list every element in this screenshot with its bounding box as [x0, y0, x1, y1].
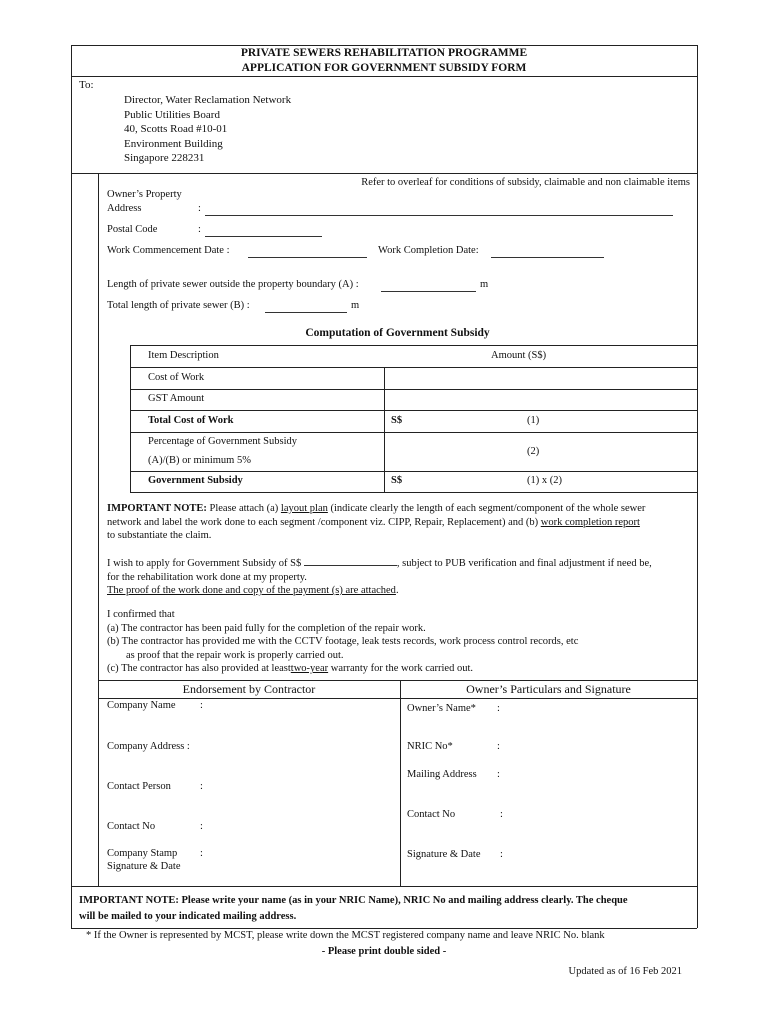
owner-contact-label: Contact No [407, 809, 456, 820]
company-name-colon: : [200, 700, 203, 711]
row-percentage-sub: (A)/(B) or minimum 5% [148, 455, 251, 466]
contractor-signature-label: Signature & Date [107, 861, 181, 872]
ref-1: (1) [527, 415, 540, 426]
owner-signature-colon: : [500, 849, 503, 860]
row-cost-of-work: Cost of Work [148, 372, 205, 383]
computation-title: Computation of Government Subsidy [305, 327, 490, 339]
property-address-field[interactable] [205, 203, 673, 216]
mailing-address-colon: : [497, 769, 500, 780]
total-length-field[interactable] [265, 300, 347, 313]
ref-2: (2) [527, 446, 540, 457]
address-line: 40, Scotts Road #10-01 [124, 123, 228, 136]
address-line: Director, Water Reclamation Network [124, 94, 292, 106]
ref-3: (1) x (2) [527, 475, 562, 486]
important-note-attach: IMPORTANT NOTE: Please attach (a) layout plan (indicate clearly the length of each segment/component of the whole sewer network and label the work done to each segment /component viz. CIPP, Repair, Replacement) and (b) work completion report to substantiate the claim. [107, 503, 646, 541]
address-line: Public Utilities Board [124, 108, 220, 121]
to-label: To: [79, 79, 94, 91]
row-gst-amount: GST Amount [148, 393, 205, 404]
address-divider [71, 173, 697, 174]
address-label: Address [107, 203, 142, 214]
owner-name-colon: : [497, 703, 500, 714]
owner-signature-label: Signature & Date [407, 849, 481, 860]
updated-date: Updated as of 16 Feb 2021 [568, 966, 682, 977]
commencement-date-label: Work Commencement Date : [107, 245, 230, 256]
company-address-label: Company Address : [107, 741, 190, 752]
col-amount-header: Amount (S$) [491, 350, 547, 361]
length-outside-field[interactable] [381, 279, 476, 292]
endorse-column-divider [400, 680, 401, 886]
confirmation-list: I confirmed that (a) The contractor has been paid fully for the completion of the repair work. (b) The contractor has provided me with the CCTV footage, leak tests records, work process control records, etc as proof that the repair work is properly carried out. (c) The contractor has also provided at leasttwo-year warranty for the work carried out. [107, 609, 579, 675]
endorsement-title: Endorsement by Contractor [182, 682, 316, 696]
contact-person-colon: : [200, 781, 203, 792]
contractor-contact-colon: : [200, 821, 203, 832]
owner-contact-colon: : [500, 809, 503, 820]
completion-date-label: Work Completion Date: [378, 245, 479, 256]
subsidy-amount-field[interactable] [304, 555, 397, 566]
address-line: Singapore 228231 [124, 152, 205, 165]
left-border [71, 45, 72, 928]
bottom-border [71, 928, 697, 929]
nric-label: NRIC No* [407, 741, 453, 752]
postal-code-field[interactable] [205, 224, 322, 237]
form-title-line1: PRIVATE SEWERS REHABILITATION PROGRAMME [240, 47, 528, 59]
note-top-divider [71, 886, 697, 887]
total-currency: S$ [391, 415, 403, 426]
address-colon: : [198, 203, 201, 214]
form-title-line2: APPLICATION FOR GOVERNMENT SUBSIDY FORM [241, 62, 527, 74]
contact-person-label: Contact Person [107, 781, 171, 792]
postal-code-label: Postal Code [107, 224, 158, 235]
right-border [697, 45, 698, 928]
company-stamp-colon: : [200, 848, 203, 859]
row-percentage-label: Percentage of Government Subsidy [148, 436, 298, 447]
recipient-address [124, 93, 291, 166]
company-stamp-label: Company Stamp [107, 848, 178, 859]
owner-particulars-title: Owner’s Particulars and Signature [466, 682, 631, 696]
address-line: Environment Building [124, 137, 223, 150]
owner-name-label: Owner’s Name* [407, 703, 476, 714]
row-total-cost: Total Cost of Work [148, 415, 234, 426]
title-divider [71, 76, 697, 77]
endorse-header-divider [98, 698, 697, 699]
nric-colon: : [497, 741, 500, 752]
total-length-unit: m [351, 300, 360, 311]
inner-left-border [98, 173, 99, 886]
top-border [71, 45, 697, 46]
mailing-address-label: Mailing Address [407, 769, 477, 780]
important-note-cheque: IMPORTANT NOTE: Please write your name (as in your NRIC Name), NRIC No and mailing address clearly. The cheque will be mailed to your indicated mailing address. [79, 895, 628, 922]
endorse-top-divider [98, 680, 697, 681]
subsidy-currency: S$ [391, 475, 403, 486]
contractor-contact-label: Contact No [107, 821, 156, 832]
completion-date-field[interactable] [491, 245, 604, 258]
apply-statement: I wish to apply for Government Subsidy of S$ , subject to PUB verification and final adjustment if need be, for the rehabilitation work done at my property. The proof of the work done and copy of the payment (s) are attached. [107, 555, 697, 598]
col-item-header: Item Description [148, 350, 219, 361]
length-outside-unit: m [480, 279, 489, 290]
mcst-footnote: * If the Owner is represented by MCST, please write down the MCST registered company name and leave NRIC No. blank [86, 930, 605, 941]
owner-property-label: Owner’s Property [107, 189, 182, 200]
postal-colon: : [198, 224, 201, 235]
total-length-label: Total length of private sewer (B) : [107, 300, 250, 311]
refer-note: Refer to overleaf for conditions of subsidy, claimable and non claimable items [361, 177, 690, 188]
commencement-date-field[interactable] [248, 245, 367, 258]
length-outside-label: Length of private sewer outside the property boundary (A) : [107, 279, 359, 290]
company-name-label: Company Name [107, 700, 176, 711]
print-double-sided-note: - Please print double sided - [321, 946, 447, 957]
row-government-subsidy: Government Subsidy [148, 475, 243, 486]
